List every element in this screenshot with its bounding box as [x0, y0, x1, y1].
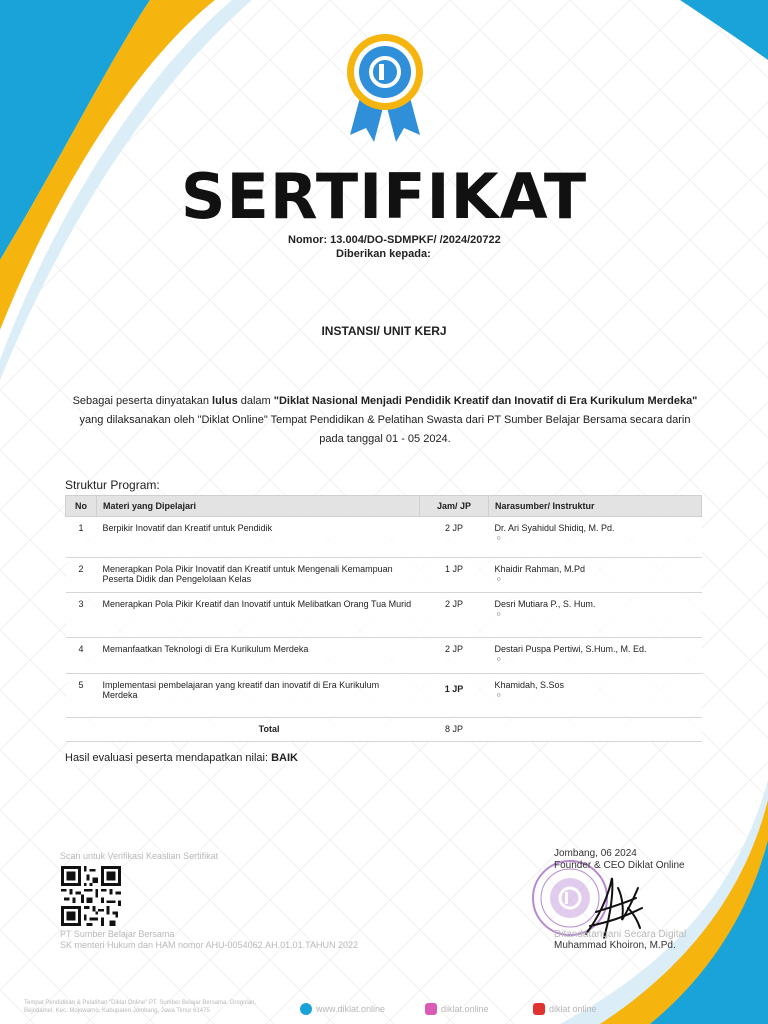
row-no: 3 — [66, 593, 97, 638]
narasumber-name: Khamidah, S.Sos — [494, 680, 565, 690]
row-jam: 1 JP — [420, 674, 489, 718]
header-jam: Jam/ JP — [420, 496, 489, 517]
footer-website[interactable] — [300, 1003, 385, 1015]
signed-block — [554, 929, 686, 951]
statement-mid: dalam — [237, 395, 274, 407]
row-jam: 2 JP — [420, 517, 489, 558]
company-name: PT Sumber Belajar Bersama — [60, 929, 175, 939]
row-jam: 2 JP — [420, 593, 489, 638]
header-materi: Materi yang Dipelajari — [97, 496, 420, 517]
given-to-label: Diberikan kepada: — [336, 248, 431, 260]
row-materi: Memanfaatkan Teknologi di Era Kurikulum Merdeka — [97, 638, 420, 674]
table-row — [66, 674, 702, 718]
signer-name: Muhammad Khoiron, M.Pd. — [554, 940, 676, 951]
row-narasumber — [489, 593, 702, 638]
narasumber-name: Desri Mutiara P., S. Hum. — [494, 599, 596, 609]
circle-icon: ○ — [496, 535, 501, 542]
certificate-statement — [60, 392, 710, 449]
evaluation-value: BAIK — [271, 752, 298, 764]
table-row — [66, 638, 702, 674]
header-no: No — [66, 496, 97, 517]
digital-signed-label: Ditandatangani Secara Digital — [554, 929, 687, 940]
row-no: 1 — [66, 517, 97, 558]
table-row — [66, 517, 702, 558]
institution-name: INSTANSI/ UNIT KERJ — [321, 324, 447, 338]
row-no: 2 — [66, 558, 97, 593]
statement-line-2: yang dilaksanakan oleh "Diklat Online" Tempat Pendidikan & Pelatihan Swasta dari PT Sumber Belajar Bersama secara darin — [79, 414, 691, 426]
signature-date: Jombang, 06 2024 — [554, 848, 637, 859]
certificate-number: Nomor: 13.004/DO-SDMPKF/ /2024/20722 — [288, 234, 501, 246]
statement-line-3: pada tanggal 01 - 05 2024. — [319, 433, 451, 445]
row-jam: 2 JP — [420, 638, 489, 674]
program-heading: Struktur Program: — [65, 478, 160, 492]
row-narasumber — [489, 517, 702, 558]
circle-icon: ○ — [496, 576, 501, 583]
evaluation-result — [65, 752, 298, 764]
company-legal: SK menteri Hukum dan HAM nomor AHU-0054062.AH.01.01.TAHUN 2022 — [60, 940, 358, 950]
row-no: 5 — [66, 674, 97, 718]
statement-line-1 — [60, 392, 710, 411]
statement-pre: Sebagai peserta dinyatakan — [72, 395, 213, 407]
globe-icon — [300, 1003, 312, 1015]
youtube-icon — [533, 1003, 545, 1015]
program-table — [65, 495, 702, 742]
row-no: 4 — [66, 638, 97, 674]
instagram-label: diklat.online — [441, 1004, 489, 1014]
table-row — [66, 593, 702, 638]
course-name: "Diklat Nasional Menjadi Pendidik Kreatif dan Inovatif di Era Kurikulum Merdeka" — [273, 395, 698, 407]
signature-role: Founder & CEO Diklat Online — [554, 860, 685, 871]
row-materi: Menerapkan Pola Pikir Inovatif dan Kreatif untuk Mengenali Kemampuan Peserta Didik dan Pengelolaan Kelas — [97, 558, 420, 593]
certificate-title: SERTIFIKAT — [180, 160, 588, 233]
table-header-row — [66, 496, 702, 517]
total-row — [66, 718, 702, 742]
footer-instagram[interactable] — [425, 1003, 489, 1015]
row-materi: Implementasi pembelajaran yang kreatif dan inovatif di Era Kurikulum Merdeka — [97, 674, 420, 718]
row-materi: Berpikir Inovatif dan Kreatif untuk Pendidik — [97, 517, 420, 558]
circle-icon: ○ — [496, 692, 501, 699]
total-label: Total — [97, 718, 420, 742]
company-info — [60, 929, 358, 951]
qr-code-icon[interactable] — [60, 866, 122, 926]
total-value: 8 JP — [420, 718, 489, 742]
total-empty — [66, 718, 97, 742]
row-narasumber — [489, 674, 702, 718]
instagram-icon — [425, 1003, 437, 1015]
narasumber-name: Khaidir Rahman, M.Pd — [494, 564, 586, 574]
circle-icon: ○ — [496, 611, 501, 618]
footer-youtube[interactable] — [533, 1003, 597, 1015]
evaluation-label: Hasil evaluasi peserta mendapatkan nilai: — [65, 752, 272, 764]
circle-icon: ○ — [496, 656, 501, 663]
header-narasumber: Narasumber/ Instruktur — [489, 496, 702, 517]
row-narasumber — [489, 558, 702, 593]
website-label: www.diklat.online — [316, 1004, 386, 1014]
youtube-label: diklat online — [549, 1004, 597, 1014]
scan-verification-text: Scan untuk Verifikasi Keaslian Sertifikat — [60, 851, 219, 861]
status-passed: lulus — [212, 395, 238, 407]
narasumber-name: Dr. Ari Syahidul Shidiq, M. Pd. — [494, 523, 615, 533]
row-jam: 1 JP — [420, 558, 489, 593]
row-narasumber — [489, 638, 702, 674]
table-row — [66, 558, 702, 593]
row-materi: Menerapkan Pola Pikir Kreatif dan Inovatif untuk Melibatkan Orang Tua Murid — [97, 593, 420, 638]
total-empty-2 — [489, 718, 702, 742]
narasumber-name: Destari Puspa Pertiwi, S.Hum., M. Ed. — [494, 644, 647, 654]
medal-icon — [340, 30, 430, 145]
footer-address: Tempat Pendidikan & Pelatihan "Diklat Online" PT. Sumber Belajar Bersama. Grogolan, Bejodamel, Kec. Mojowarno, Kabupaten Jombang, Jawa Timur 61475 — [24, 1000, 257, 1014]
